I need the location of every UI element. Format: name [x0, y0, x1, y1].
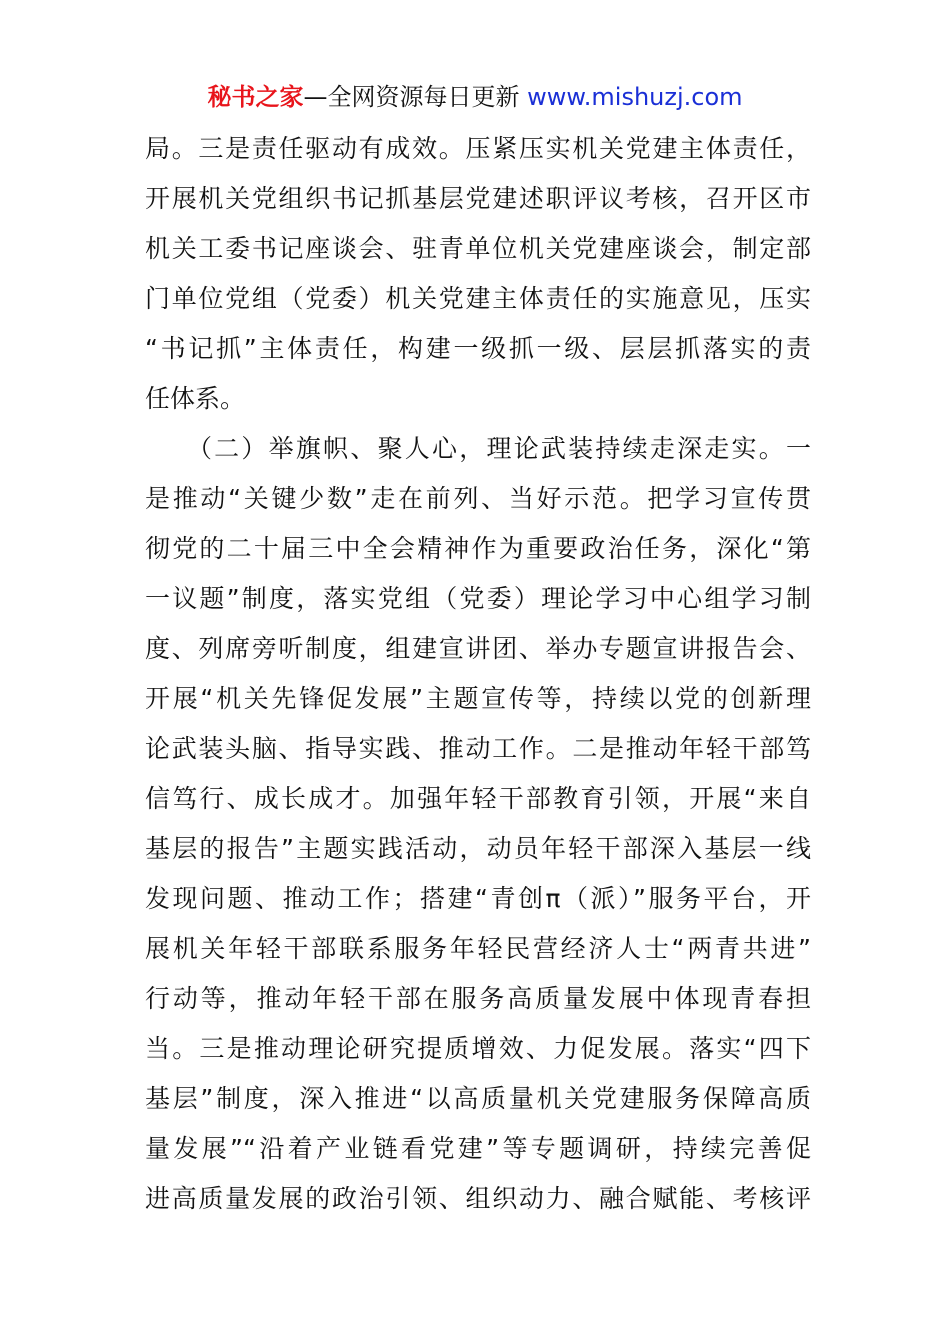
text-line: 基层的报告”主题实践活动，动员年轻干部深入基层一线 [145, 834, 811, 863]
text-line: 是推动“关键少数”走在前列、当好示范。把学习宣传贯 [145, 484, 811, 513]
text-line: 展机关年轻干部联系服务年轻民营经济人士“两青共进” [145, 934, 811, 963]
text-line: 门单位党组（党委）机关党建主体责任的实施意见，压实 [145, 284, 811, 313]
text-line: 进高质量发展的政治引领、组织动力、融合赋能、考核评 [145, 1184, 811, 1213]
site-url-link[interactable]: www.mishuzj.com [527, 83, 743, 111]
text-line: 基层”制度，深入推进“以高质量机关党建服务保障高质 [145, 1084, 811, 1113]
site-brand: 秘书之家 [207, 83, 304, 111]
text-line: “书记抓”主体责任，构建一级抓一级、层层抓落实的责 [145, 334, 811, 363]
text-line: 论武装头脑、指导实践、推动工作。二是推动年轻干部笃 [145, 734, 811, 763]
text-line: 一议题”制度，落实党组（党委）理论学习中心组学习制 [145, 584, 811, 613]
text-line: 当。三是推动理论研究提质增效、力促发展。落实“四下 [145, 1034, 811, 1063]
text-line: 量发展”“沿着产业链看党建”等专题调研，持续完善促 [145, 1134, 811, 1163]
site-tagline: —全网资源每日更新 [303, 83, 528, 111]
text-line: 彻党的二十届三中全会精神作为重要政治任务，深化“第 [145, 534, 811, 563]
text-line: （二）举旗帜、聚人心，理论武装持续走深走实。一 [145, 434, 811, 463]
text-line: 开展“机关先锋促发展”主题宣传等，持续以党的创新理 [145, 684, 811, 713]
text-line: 任体系。 [145, 384, 246, 413]
text-line: 开展机关党组织书记抓基层党建述职评议考核，召开区市 [145, 184, 811, 213]
document-body [145, 124, 811, 1224]
text-line: 度、列席旁听制度，组建宣讲团、举办专题宣讲报告会、 [145, 634, 811, 663]
site-header [0, 82, 950, 112]
text-line: 机关工委书记座谈会、驻青单位机关党建座谈会，制定部 [145, 234, 811, 263]
text-line: 行动等，推动年轻干部在服务高质量发展中体现青春担 [145, 984, 811, 1013]
text-line: 信笃行、成长成才。加强年轻干部教育引领，开展“来自 [145, 784, 811, 813]
text-line: 发现问题、推动工作；搭建“青创π（派）”服务平台，开 [145, 884, 811, 913]
text-line: 局。三是责任驱动有成效。压紧压实机关党建主体责任， [145, 134, 811, 163]
